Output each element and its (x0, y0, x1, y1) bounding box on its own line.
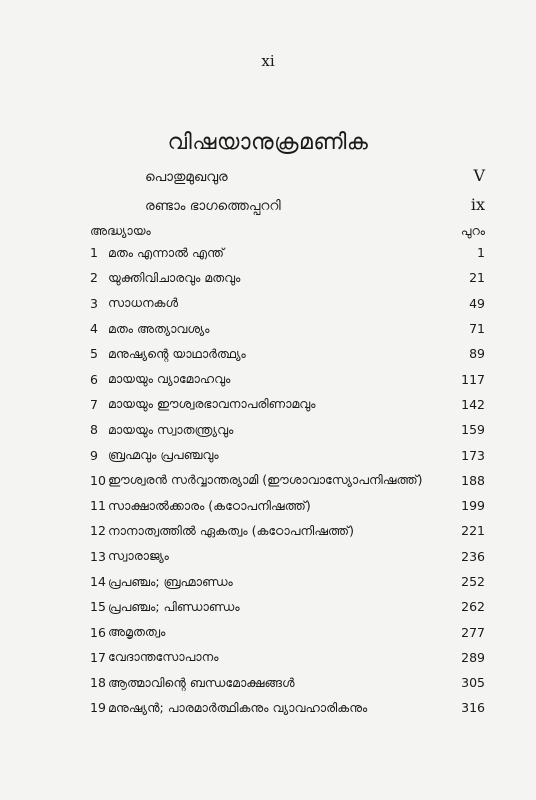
chapter-number: 8 (90, 422, 98, 438)
chapter-page: 199 (461, 498, 485, 514)
chapter-page: 188 (461, 472, 485, 488)
prelim-entry (145, 166, 485, 185)
chapter-row (90, 316, 485, 341)
toc-title: വിഷയാനുക്രമണിക (167, 130, 369, 155)
chapter-number: 12 (90, 523, 106, 539)
chapter-row (90, 518, 485, 543)
chapter-title: മനുഷ്യൻ; പാരമാർത്ഥികനും വ്യാവഹാരികനും (108, 699, 368, 715)
chapter-title: സ്വാരാജ്യം (108, 548, 169, 564)
chapter-page: 236 (461, 548, 485, 564)
chapter-number: 10 (90, 472, 106, 488)
chapter-row (90, 468, 485, 493)
chapter-number: 16 (90, 624, 106, 640)
chapter-title: മതം അത്യാവശ്യം (108, 320, 210, 336)
page-number: xi (261, 52, 275, 70)
chapter-title: നാനാത്വത്തിൽ ഏകത്വം (കഠോപനിഷത്ത്) (108, 522, 355, 538)
chapter-title: ആത്മാവിന്റെ ബന്ധമോക്ഷങ്ങൾ (108, 674, 295, 690)
chapter-number: 13 (90, 548, 106, 564)
chapter-number: 15 (90, 599, 106, 615)
chapter-row (90, 619, 485, 644)
chapter-page: 289 (461, 649, 485, 665)
chapter-row (90, 240, 485, 265)
chapter-title: സാക്ഷാൽക്കാരം (കഠോപനിഷത്ത്) (108, 497, 311, 513)
chapter-number: 7 (90, 396, 98, 412)
chapter-number: 1 (90, 245, 98, 261)
chapter-number: 17 (90, 649, 106, 665)
chapter-row (90, 291, 485, 316)
chapter-number: 11 (90, 498, 106, 514)
prelim-page: V (473, 166, 485, 185)
chapter-number: 5 (90, 346, 98, 362)
chapter-list (90, 240, 485, 721)
chapter-title: പ്രപഞ്ചം; പിണ്ഡാണ്ഡം (108, 598, 240, 614)
prelim-title: പൊതുമുഖവുര (145, 169, 228, 185)
prelim-entry (145, 195, 485, 214)
chapter-page: 49 (469, 295, 485, 311)
chapter-number: 6 (90, 371, 98, 387)
page-column-header: പുറം (460, 223, 485, 238)
chapter-number: 14 (90, 574, 106, 589)
chapter-row (90, 645, 485, 670)
chapter-row (90, 265, 485, 290)
chapter-title: സാധനകൾ (108, 295, 179, 311)
chapter-title: ബ്രഹ്മവും പ്രപഞ്ചവും (108, 447, 219, 463)
chapter-row (90, 493, 485, 518)
chapter-row (90, 569, 485, 594)
chapter-number: 18 (90, 675, 106, 691)
chapter-number: 4 (90, 321, 98, 337)
chapter-title: മായയും ഈശ്വരഭാവനാപരിണാമവും (108, 396, 316, 412)
chapter-title: മതം എന്നാൽ എന്ത് (108, 244, 224, 260)
chapter-row (90, 544, 485, 569)
chapter-row (90, 417, 485, 442)
chapter-row (90, 594, 485, 619)
chapter-row (90, 670, 485, 695)
chapter-number: 3 (90, 295, 98, 311)
chapter-title: വേദാന്തസോപാനം (108, 649, 219, 665)
chapter-page: 262 (461, 599, 485, 615)
chapter-page: 71 (469, 321, 485, 337)
chapter-title: യുക്തിവിചാരവും മതവും (108, 269, 241, 285)
chapter-title: അമൃതത്വം (108, 624, 166, 640)
chapter-page: 252 (461, 574, 485, 589)
chapter-row (90, 695, 485, 720)
chapter-row (90, 366, 485, 391)
chapter-title: പ്രപഞ്ചം; ബ്രഹ്മാണ്ഡം (108, 573, 233, 589)
prelim-title: രണ്ടാം ഭാഗത്തെപ്പററി (145, 198, 281, 214)
chapter-page: 159 (461, 422, 485, 438)
column-headers (90, 223, 485, 239)
chapter-number: 2 (90, 270, 98, 286)
chapter-row (90, 442, 485, 467)
chapter-column-header: അദ്ധ്യായം (90, 223, 151, 238)
chapter-title: മനുഷ്യന്റെ യാഥാർത്ഥ്യം (108, 345, 246, 361)
chapter-page: 1 (477, 245, 485, 261)
chapter-number: 9 (90, 447, 98, 463)
prelim-page: ix (470, 195, 485, 214)
chapter-title: മായയും വ്യാമോഹവും (108, 371, 231, 387)
chapter-page: 316 (461, 700, 485, 716)
chapter-page: 221 (461, 523, 485, 539)
chapter-page: 117 (461, 371, 485, 387)
chapter-title: ഈശ്വരൻ സർവ്വാന്തര്യാമി (ഈശാവാസ്യോപനിഷത്ത്) (108, 472, 423, 488)
chapter-page: 173 (461, 447, 485, 463)
chapter-number: 19 (90, 700, 106, 716)
chapter-row (90, 341, 485, 366)
chapter-page: 277 (461, 624, 485, 640)
chapter-page: 89 (469, 346, 485, 362)
chapter-page: 305 (461, 675, 485, 691)
chapter-row (90, 392, 485, 417)
chapter-page: 142 (461, 396, 485, 412)
chapter-title: മായയും സ്വാതന്ത്ര്യവും (108, 421, 234, 437)
chapter-page: 21 (469, 270, 485, 286)
